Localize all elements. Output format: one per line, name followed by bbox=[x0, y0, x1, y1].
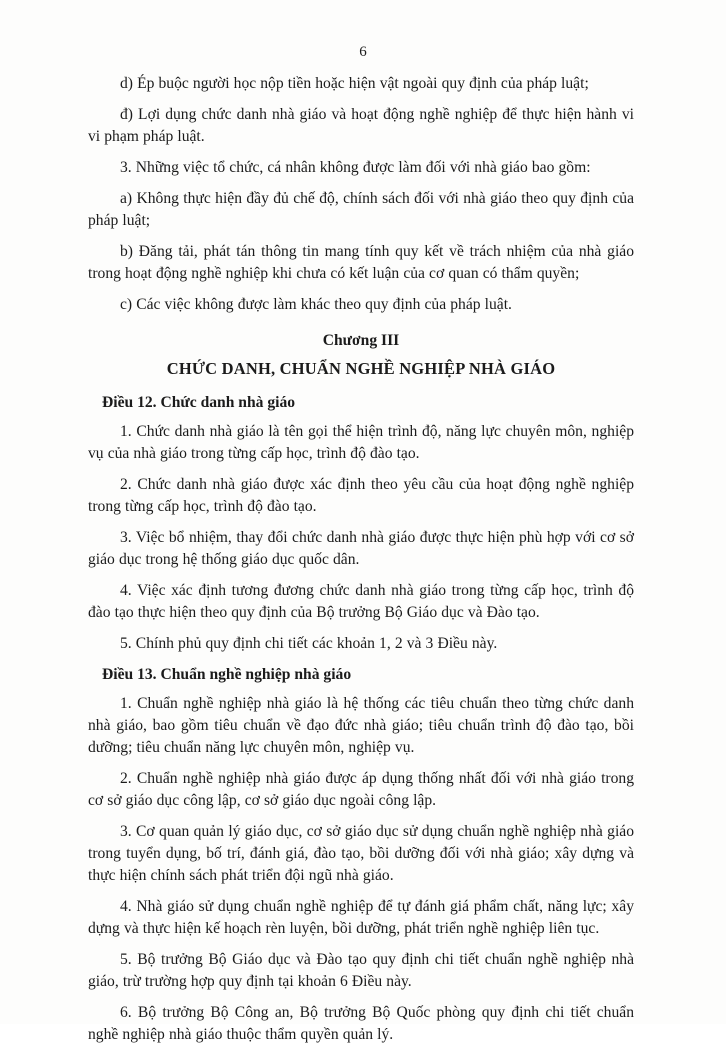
article-13-clause-3: 3. Cơ quan quản lý giáo dục, cơ sở giáo dục sử dụng chuẩn nghề nghiệp nhà giáo trong tuyển dụng, bố trí, đánh giá, đào tạo, bồi dưỡng đối với nhà giáo; xây dựng và thực hiện chính sách phát triển đội ngũ nhà giáo. bbox=[88, 823, 634, 884]
article-12-clause-2: 2. Chức danh nhà giáo được xác định theo yêu cầu của hoạt động nghề nghiệp trong từng cấp học, trình độ đào tạo. bbox=[88, 476, 634, 515]
document-body bbox=[88, 73, 634, 1055]
clause-3: 3. Những việc tổ chức, cá nhân không được làm đối với nhà giáo bao gồm: bbox=[120, 159, 591, 176]
article-13-clause-5: 5. Bộ trưởng Bộ Giáo dục và Đào tạo quy định chi tiết chuẩn nghề nghiệp nhà giáo, trừ trường hợp quy định tại khoản 6 Điều này. bbox=[88, 951, 634, 990]
clause-3c: c) Các việc không được làm khác theo quy định của pháp luật. bbox=[120, 296, 512, 313]
article-12-clause-4: 4. Việc xác định tương đương chức danh nhà giáo trong từng cấp học, trình độ đào tạo thực hiện theo quy định của Bộ trưởng Bộ Giáo dục và Đào tạo. bbox=[88, 582, 634, 621]
page-number: 6 bbox=[359, 44, 367, 60]
article-12-clause-3: 3. Việc bổ nhiệm, thay đổi chức danh nhà giáo được thực hiện phù hợp với cơ sở giáo dục trong hệ thống giáo dục quốc dân. bbox=[88, 529, 634, 568]
clause-3a: a) Không thực hiện đầy đủ chế độ, chính sách đối với nhà giáo theo quy định của pháp luật; bbox=[88, 190, 634, 229]
clause-dd: đ) Lợi dụng chức danh nhà giáo và hoạt động nghề nghiệp để thực hiện hành vi vi phạm pháp luật. bbox=[88, 106, 634, 145]
article-13-clause-2: 2. Chuẩn nghề nghiệp nhà giáo được áp dụng thống nhất đối với nhà giáo trong cơ sở giáo dục công lập, cơ sở giáo dục ngoài công lập. bbox=[88, 770, 634, 809]
article-13-heading: Điều 13. Chuẩn nghề nghiệp nhà giáo bbox=[102, 666, 352, 683]
chapter-title: CHỨC DANH, CHUẨN NGHỀ NGHIỆP NHÀ GIÁO bbox=[166, 359, 556, 378]
article-12-heading: Điều 12. Chức danh nhà giáo bbox=[102, 394, 296, 411]
article-13-clause-4: 4. Nhà giáo sử dụng chuẩn nghề nghiệp để tự đánh giá phẩm chất, năng lực; xây dựng và thực hiện kế hoạch rèn luyện, bồi dưỡng, phát triển nghề nghiệp liên tục. bbox=[88, 898, 634, 937]
clause-d: d) Ép buộc người học nộp tiền hoặc hiện vật ngoài quy định của pháp luật; bbox=[120, 75, 589, 92]
article-13-clause-1: 1. Chuẩn nghề nghiệp nhà giáo là hệ thống các tiêu chuẩn theo từng chức danh nhà giáo, bao gồm tiêu chuẩn về đạo đức nhà giáo; tiêu chuẩn trình độ đào tạo, bồi dưỡng; tiêu chuẩn năng lực chuyên môn, nghiệp vụ. bbox=[88, 695, 634, 756]
chapter-label: Chương III bbox=[322, 332, 400, 349]
article-12-clause-5: 5. Chính phủ quy định chi tiết các khoản 1, 2 và 3 Điều này. bbox=[120, 635, 498, 652]
article-13-clause-6: 6. Bộ trưởng Bộ Công an, Bộ trưởng Bộ Quốc phòng quy định chi tiết chuẩn nghề nghiệp nhà giáo thuộc thẩm quyền quản lý. bbox=[88, 1004, 634, 1043]
clause-3b: b) Đăng tải, phát tán thông tin mang tính quy kết về trách nhiệm của nhà giáo trong hoạt động nghề nghiệp khi chưa có kết luận của cơ quan có thẩm quyền; bbox=[88, 243, 634, 282]
article-12-clause-1: 1. Chức danh nhà giáo là tên gọi thể hiện trình độ, năng lực chuyên môn, nghiệp vụ của nhà giáo trong từng cấp học, trình độ đào tạo. bbox=[88, 423, 634, 462]
